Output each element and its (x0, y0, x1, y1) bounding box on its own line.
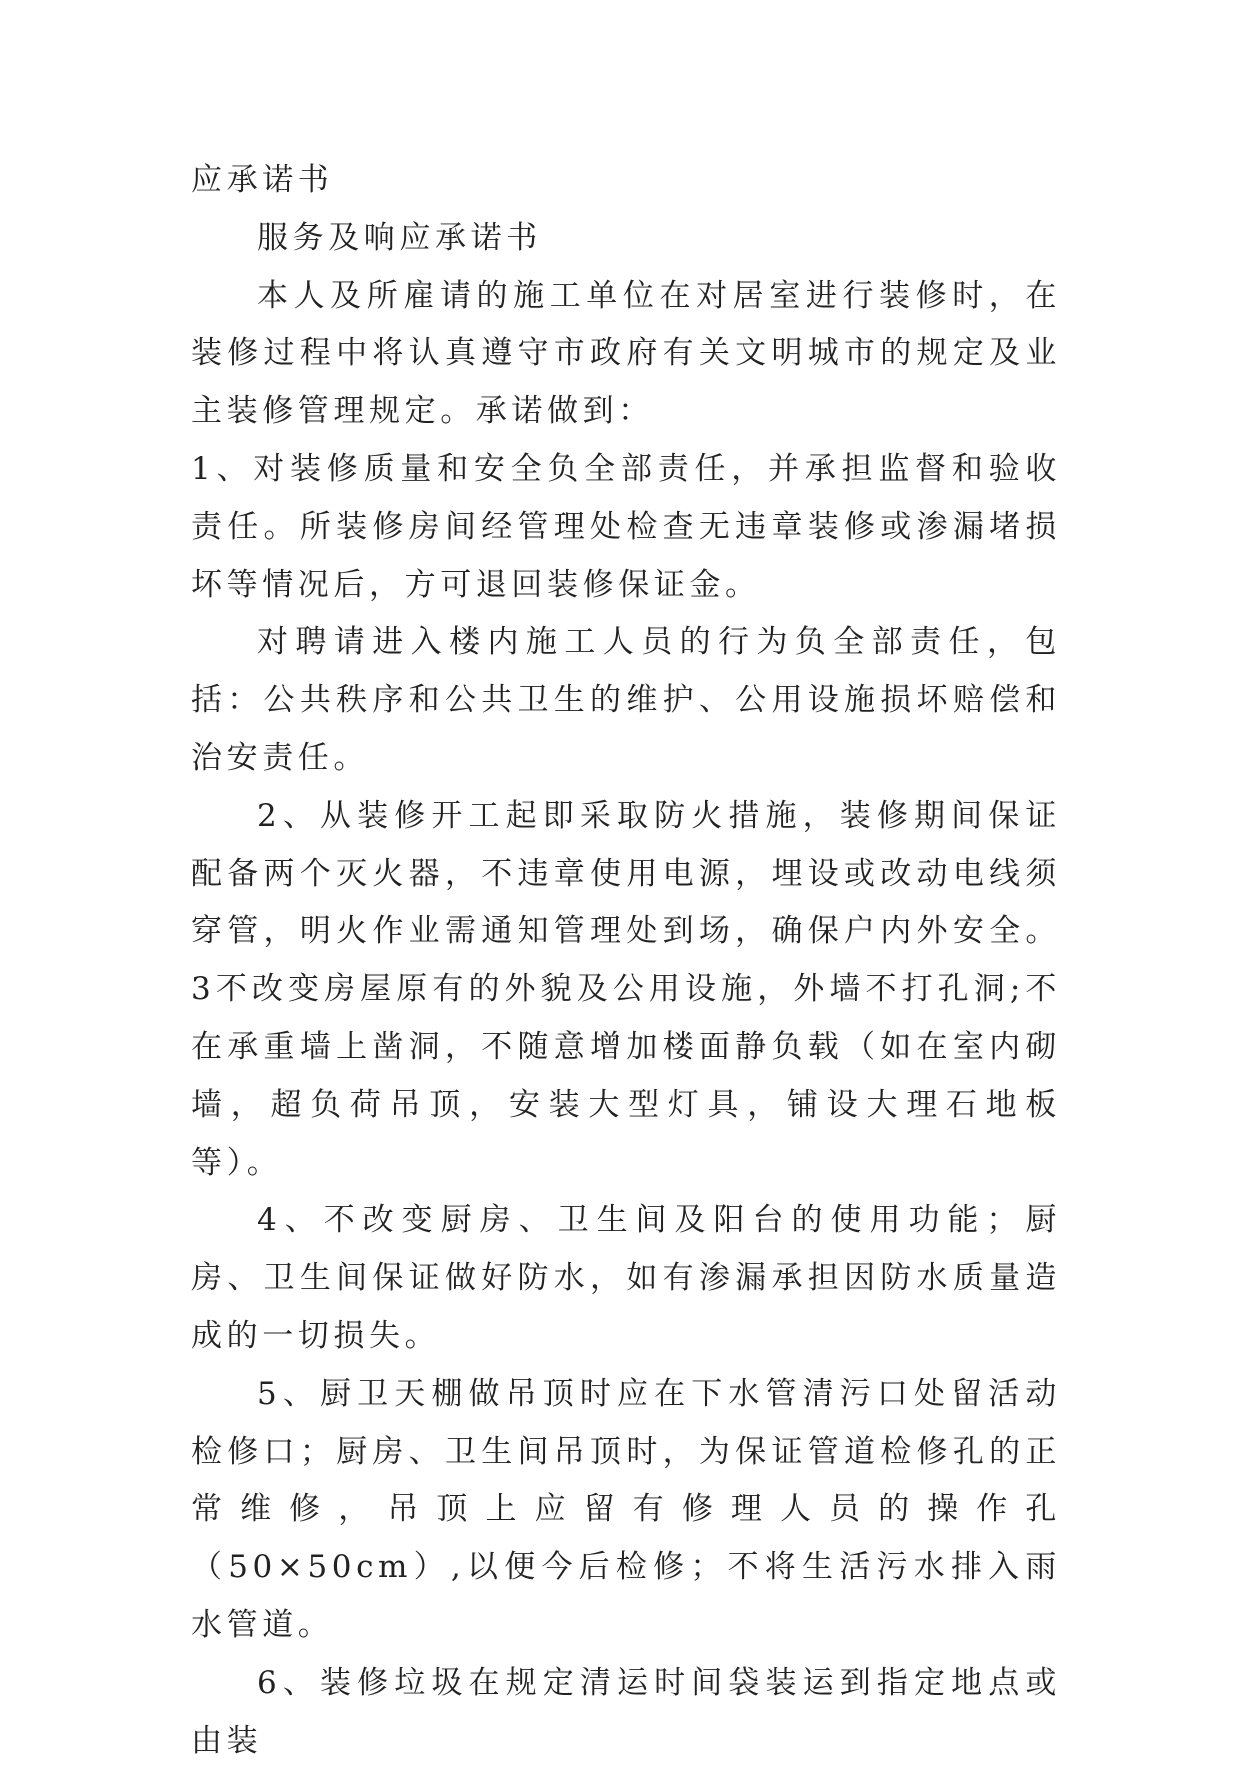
paragraph-item-1: 1、对装修质量和安全负全部责任，并承担监督和验收责任。所装修房间经管理处检查无违章装修或渗漏堵损坏等情况后，方可退回装修保证金。 (191, 450, 1061, 603)
paragraph-item-6: 6、装修垃圾在规定清运时间袋装运到指定地点或由装 (191, 1664, 1061, 1759)
paragraph-item-1-continued: 对聘请进入楼内施工人员的行为负全部责任，包括：公共秩序和公共卫生的维护、公用设施损坏赔偿和治安责任。 (191, 624, 1061, 776)
section-heading: 服务及响应承诺书 (257, 219, 542, 256)
document-body (191, 152, 1061, 1770)
paragraph-item-2-3: 2、从装修开工起即采取防火措施，装修期间保证配备两个灭火器，不违章使用电源，埋设或改动电线须穿管，明火作业需通知管理处到场，确保户内外安全。 3不改变房屋原有的外貌及公用设施，外墙不打孔洞;不在承重墙上凿洞，不随意增加楼面静负载（如在室内砌墙，超负荷吊顶，安装大型灯具，铺设大理石地板等）。 (191, 797, 1061, 1181)
paragraph-item-4: 4、不改变厨房、卫生间及阳台的使用功能；厨房、卫生间保证做好防水，如有渗漏承担因防水质量造成的一切损失。 (191, 1202, 1061, 1354)
paragraph-item-5: 5、厨卫天棚做吊顶时应在下水管清污口处留活动检修口；厨房、卫生间吊顶时，为保证管道检修孔的正常维修，吊顶上应留有修理人员的操作孔（50×50cm）,以便今后检修；不将生活污水排入雨水管道。 (191, 1375, 1061, 1643)
paragraph-intro: 本人及所雇请的施工单位在对居室进行装修时，在装修过程中将认真遵守市政府有关文明城市的规定及业主装修管理规定。承诺做到： (191, 277, 1061, 430)
document-title: 应承诺书 (191, 162, 334, 198)
